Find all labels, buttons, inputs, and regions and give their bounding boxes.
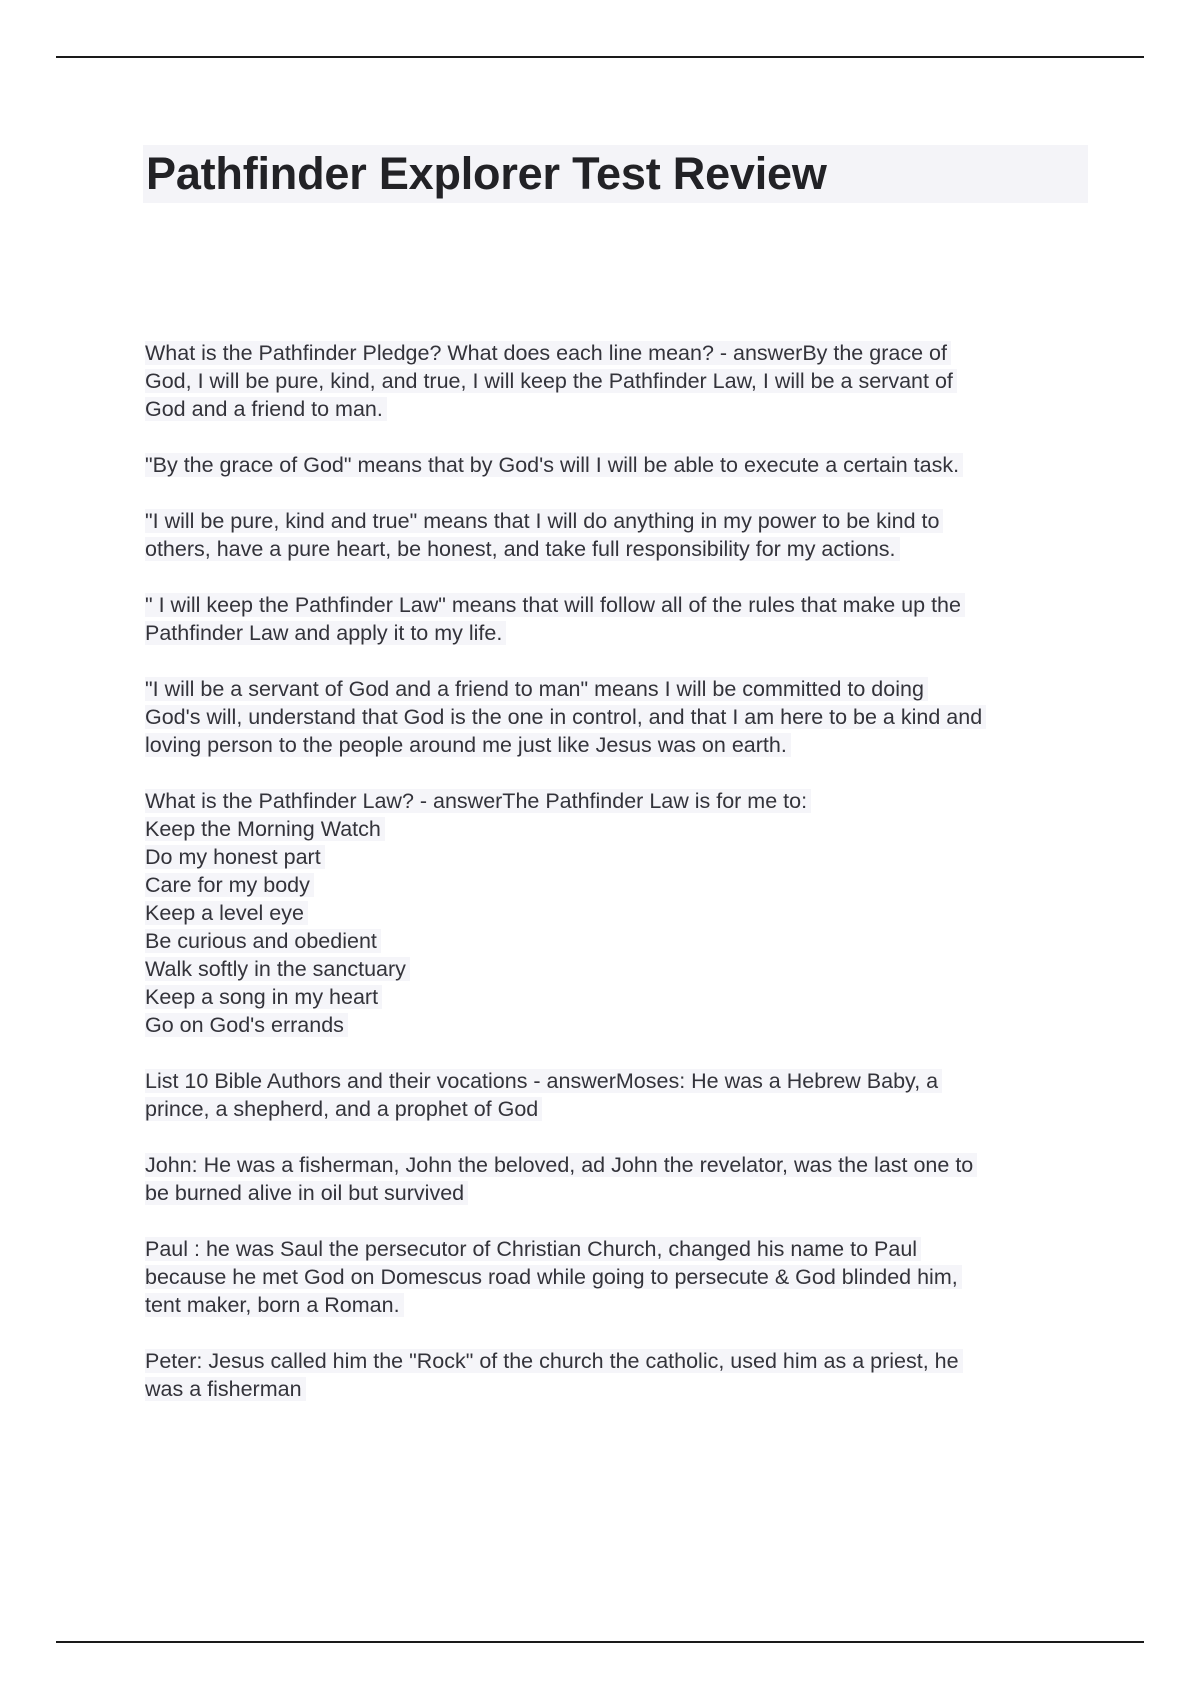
- text-line: [145, 535, 1100, 563]
- line-text: "I will be a servant of God and a friend to man" means I will be committed to doing: [145, 677, 928, 701]
- line-text: others, have a pure heart, be honest, and take full responsibility for my actions.: [145, 537, 900, 561]
- line-text: Keep the Morning Watch: [145, 817, 385, 841]
- text-line: [145, 731, 1100, 759]
- line-text: What is the Pathfinder Pledge? What does each line mean? - answerBy the grace of: [145, 341, 951, 365]
- line-text: God, I will be pure, kind, and true, I will keep the Pathfinder Law, I will be a servant of: [145, 369, 957, 393]
- line-text: "By the grace of God" means that by God's will I will be able to execute a certain task.: [145, 453, 963, 477]
- line-text: God and a friend to man.: [145, 397, 387, 421]
- text-line: [145, 815, 1100, 843]
- line-text: John: He was a fisherman, John the beloved, ad John the revelator, was the last one to: [145, 1153, 977, 1177]
- paragraph: [145, 1151, 1100, 1207]
- text-line: [145, 871, 1100, 899]
- line-text: was a fisherman: [145, 1377, 306, 1401]
- line-text: tent maker, born a Roman.: [145, 1293, 404, 1317]
- line-text: Pathfinder Law and apply it to my life.: [145, 621, 506, 645]
- line-text: Paul : he was Saul the persecutor of Christian Church, changed his name to Paul: [145, 1237, 921, 1261]
- top-rule: [56, 56, 1144, 58]
- paragraph: [145, 451, 1100, 479]
- paragraph: [145, 507, 1100, 563]
- line-text: Peter: Jesus called him the "Rock" of the church the catholic, used him as a priest, he: [145, 1349, 963, 1373]
- text-line: [145, 507, 1100, 535]
- text-line: [145, 1291, 1100, 1319]
- text-line: [145, 451, 1100, 479]
- text-line: [145, 983, 1100, 1011]
- line-text: Go on God's errands: [145, 1013, 348, 1037]
- text-line: [145, 1067, 1100, 1095]
- paragraph: [145, 1235, 1100, 1319]
- paragraph: [145, 591, 1100, 647]
- text-line: [145, 1235, 1100, 1263]
- paragraph: [145, 1067, 1100, 1123]
- text-line: [145, 339, 1100, 367]
- text-line: [145, 591, 1100, 619]
- line-text: because he met God on Domescus road while going to persecute & God blinded him,: [145, 1265, 962, 1289]
- line-text: prince, a shepherd, and a prophet of God: [145, 1097, 542, 1121]
- text-line: [145, 395, 1100, 423]
- text-line: [145, 1347, 1100, 1375]
- line-text: Be curious and obedient: [145, 929, 381, 953]
- text-line: [145, 1151, 1100, 1179]
- document-body: [145, 339, 1100, 1431]
- text-line: [145, 619, 1100, 647]
- line-text: Care for my body: [145, 873, 314, 897]
- paragraph: [145, 339, 1100, 423]
- paragraph: [145, 787, 1100, 1039]
- paragraph: [145, 1347, 1100, 1403]
- line-text: Do my honest part: [145, 845, 325, 869]
- line-text: What is the Pathfinder Law? - answerThe Pathfinder Law is for me to:: [145, 789, 811, 813]
- text-line: [145, 1375, 1100, 1403]
- line-text: List 10 Bible Authors and their vocations - answerMoses: He was a Hebrew Baby, a: [145, 1069, 942, 1093]
- line-text: "I will be pure, kind and true" means that I will do anything in my power to be kind to: [145, 509, 943, 533]
- document-title: Pathfinder Explorer Test Review: [146, 148, 827, 199]
- line-text: God's will, understand that God is the one in control, and that I am here to be a kind and: [145, 705, 986, 729]
- line-text: loving person to the people around me just like Jesus was on earth.: [145, 733, 791, 757]
- text-line: [145, 675, 1100, 703]
- text-line: [145, 955, 1100, 983]
- text-line: [145, 1095, 1100, 1123]
- text-line: [145, 1263, 1100, 1291]
- line-text: " I will keep the Pathfinder Law" means that will follow all of the rules that make up the: [145, 593, 965, 617]
- line-text: be burned alive in oil but survived: [145, 1181, 468, 1205]
- text-line: [145, 1179, 1100, 1207]
- line-text: Keep a level eye: [145, 901, 308, 925]
- text-line: [145, 367, 1100, 395]
- text-line: [145, 787, 1100, 815]
- text-line: [145, 843, 1100, 871]
- text-line: [145, 1011, 1100, 1039]
- paragraph: [145, 675, 1100, 759]
- text-line: [145, 927, 1100, 955]
- text-line: [145, 703, 1100, 731]
- bottom-rule: [56, 1641, 1144, 1643]
- text-line: [145, 899, 1100, 927]
- line-text: Keep a song in my heart: [145, 985, 382, 1009]
- line-text: Walk softly in the sanctuary: [145, 957, 410, 981]
